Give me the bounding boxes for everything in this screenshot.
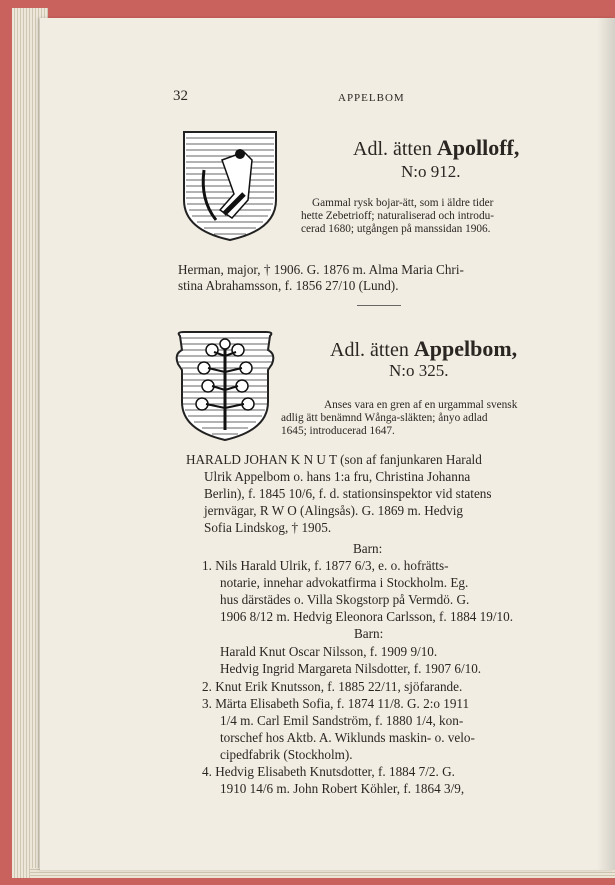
appelbom-number: N:o 325. [389,361,449,380]
child-1-line-1: 1. Nils Harald Ulrik, f. 1877 6/3, e. o. hofrätts- [202,558,449,573]
child-3-line-4: cipedfabrik (Stockholm). [220,747,353,762]
appelbom-title: Adl. ätten Appelbom, [330,336,518,361]
apolloff-entry-line-1: Herman, major, † 1906. G. 1876 m. Alma Maria Chri- [178,262,464,277]
main-entry-line-3: Berlin), f. 1845 10/6, f. d. stationsinspektor vid statens [204,486,492,501]
page-gutter [597,18,615,870]
child-1-line-4: 1906 8/12 m. Hedvig Eleonora Carlsson, f. 1884 19/10. [220,609,514,624]
apolloff-number: N:o 912. [401,162,461,181]
main-entry-line-4: jernvägar, R W O (Alingsås). G. 1869 m. Hedvig [204,503,464,518]
grandchild-1: Harald Knut Oscar Nilsson, f. 1909 9/10. [220,644,438,659]
running-head: APPELBOM [338,92,405,104]
appelbom-description-line-2: adlig ätt benämnd Wånga-släkten; ånyo adlad [281,412,488,424]
page-number: 32 [173,88,188,104]
apolloff-coat-of-arms [182,130,278,242]
apolloff-description-line-3: cerad 1680; utgången på manssidan 1906. [301,223,491,235]
barn-heading-2: Barn: [354,626,384,641]
appelbom-coat-of-arms [172,330,278,442]
main-entry-line-2: Ulrik Appelbom o. hans 1:a fru, Christina Johanna [204,469,471,484]
child-4-line-1: 4. Hedvig Elisabeth Knutsdotter, f. 1884 7/2. G. [202,764,455,779]
child-4-line-2: 1910 14/6 m. John Robert Köhler, f. 1864 3/9, [220,781,465,796]
child-3-line-2: 1/4 m. Carl Emil Sandström, f. 1880 1/4, kon- [220,713,464,728]
apolloff-description-line-1: Gammal rysk bojar-ätt, som i äldre tider [312,197,494,209]
section-divider [357,305,401,306]
child-1-line-3: hus därstädes o. Villa Skogstorp på Vermdö. G. [220,592,470,607]
apolloff-title: Adl. ätten Apolloff, [353,135,520,160]
appelbom-description-line-1: Anses vara en gren af en urgammal svensk [324,399,518,411]
appelbom-description-line-3: 1645; introducerad 1647. [281,425,395,437]
main-entry-line-5: Sofia Lindskog, † 1905. [204,520,332,535]
child-1-line-2: notarie, innehar advokatfirma i Stockholm. Eg. [220,575,469,590]
main-entry-line-1: HARALD JOHAN K N U T (son af fanjunkaren Harald [186,452,482,467]
child-3-line-3: torschef hos Aktb. A. Wiklunds maskin- o. velo- [220,730,475,745]
apolloff-entry-line-2: stina Abrahamsson, f. 1856 27/10 (Lund). [178,278,399,293]
apolloff-description-line-2: hette Zebetrioff; naturaliserad och introdu- [301,210,495,222]
child-2: 2. Knut Erik Knutsson, f. 1885 22/11, sjöfarande. [202,679,463,694]
barn-heading: Barn: [353,541,383,556]
grandchild-2: Hedvig Ingrid Margareta Nilsdotter, f. 1907 6/10. [220,661,482,676]
child-3-line-1: 3. Märta Elisabeth Sofia, f. 1874 11/8. G. 2:o 1911 [202,696,470,711]
